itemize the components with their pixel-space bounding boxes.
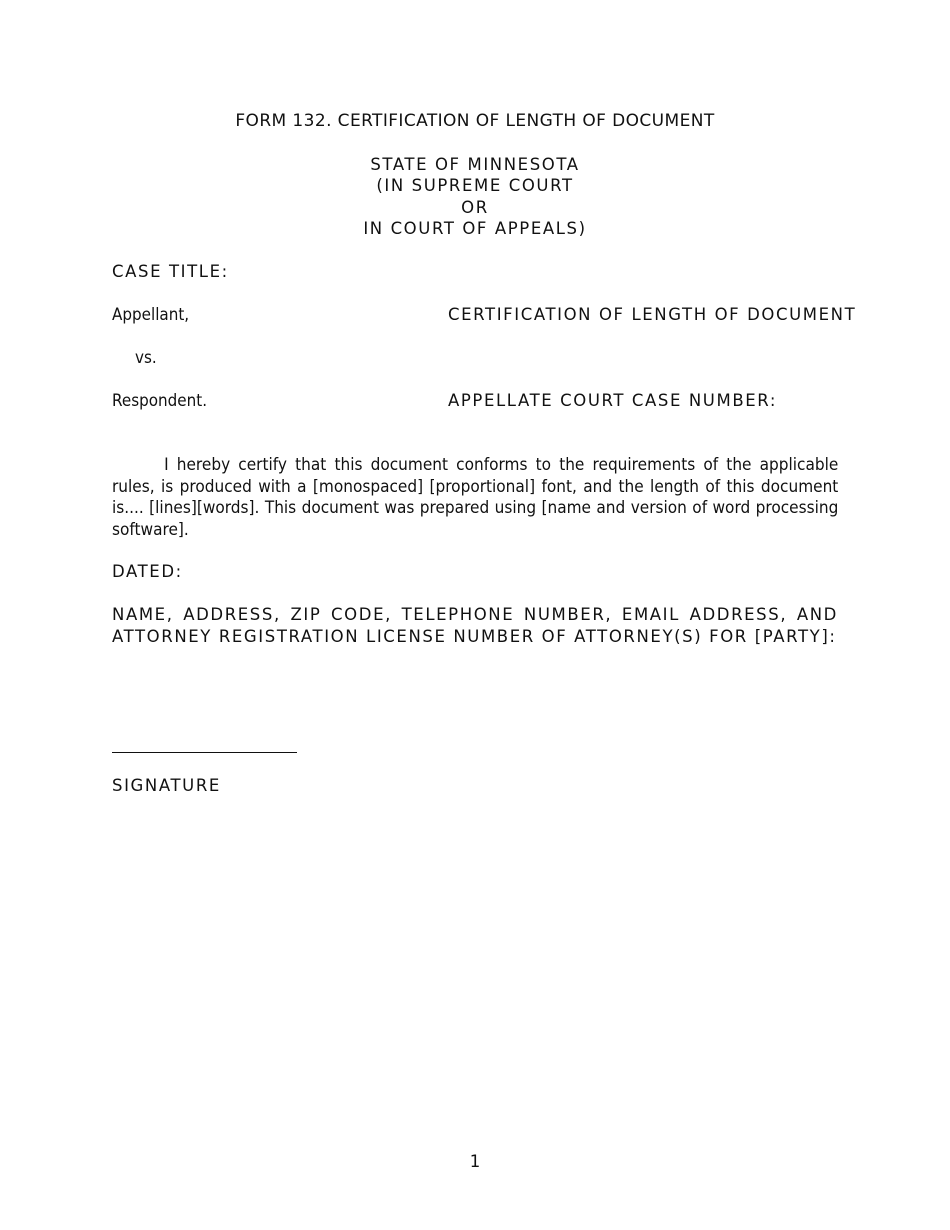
case-number-label: APPELLATE COURT CASE NUMBER: <box>448 391 777 410</box>
versus-label: vs. <box>135 348 157 367</box>
respondent-label: Respondent. <box>112 391 208 410</box>
page-number: 1 <box>469 1152 481 1171</box>
signature-line <box>112 752 297 753</box>
dated-label: DATED: <box>112 562 183 581</box>
court-supreme: (IN SUPREME COURT <box>376 176 574 195</box>
attorney-info-label: NAME, ADDRESS, ZIP CODE, TELEPHONE NUMBER, EMAIL ADDRESS, AND ATTORNEY REGISTRATION LICENSE NUMBER OF ATTORNEY(S) FOR [PARTY]: <box>112 605 838 646</box>
form-title: FORM 132. CERTIFICATION OF LENGTH OF DOCUMENT <box>235 111 715 131</box>
document-heading: CERTIFICATION OF LENGTH OF DOCUMENT <box>448 305 857 324</box>
court-state: STATE OF MINNESOTA <box>370 155 580 174</box>
case-title-label: CASE TITLE: <box>112 262 229 281</box>
court-appeals: IN COURT OF APPEALS) <box>363 219 587 238</box>
signature-line-text <box>112 736 277 757</box>
certification-paragraph: I hereby certify that this document conforms to the requirements of the applicable rules, is produced with a [monospaced] [proportional] font, and the length of this document is.... [lines][words]. This document was prepared using [name and version of word processing software]. <box>112 455 839 539</box>
court-or: OR <box>461 198 489 217</box>
appellant-label: Appellant, <box>112 305 190 324</box>
signature-label: SIGNATURE <box>112 776 221 795</box>
